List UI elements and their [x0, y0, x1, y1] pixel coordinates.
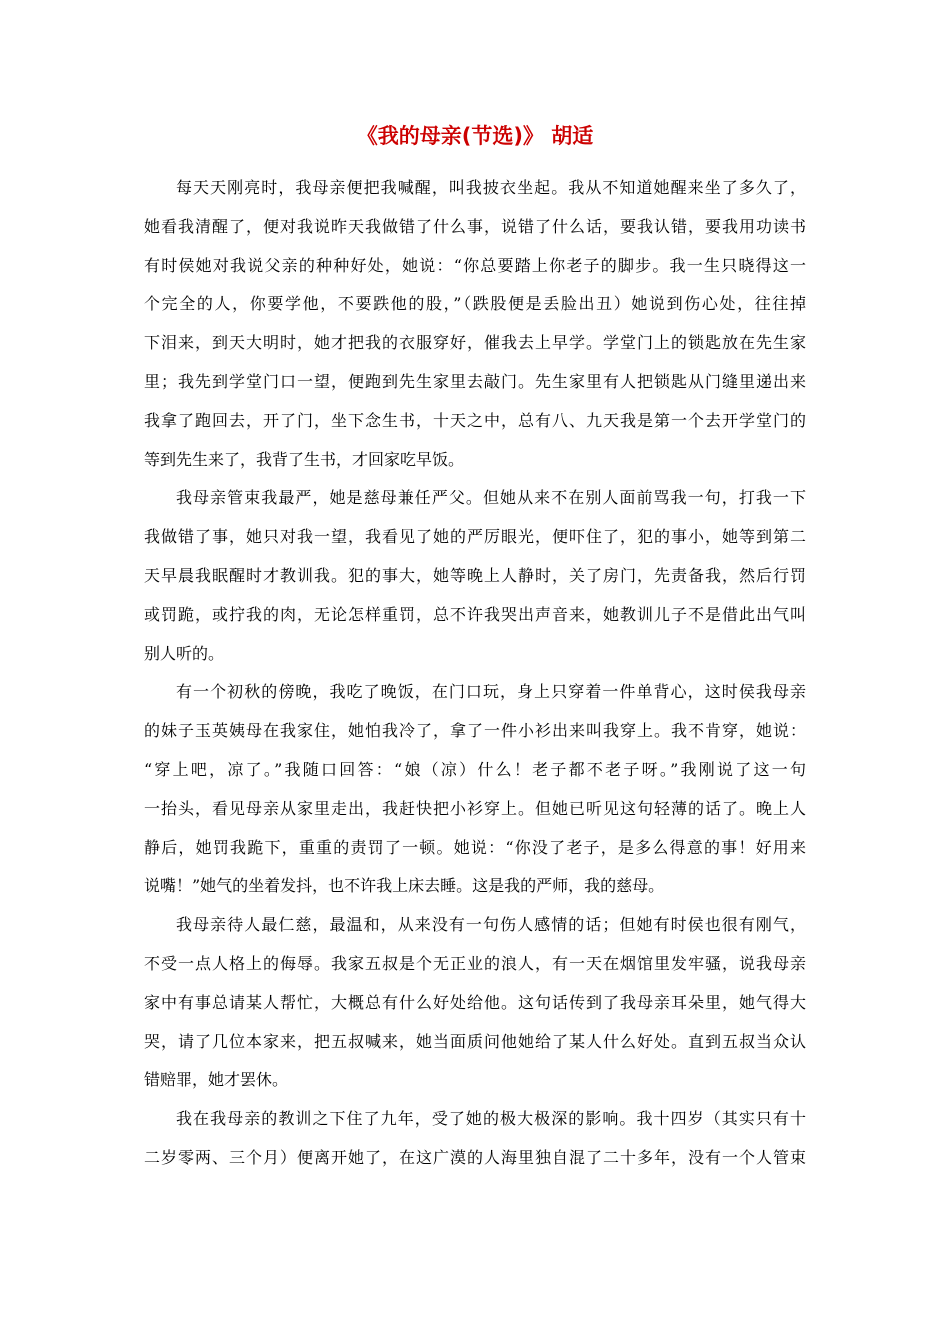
- text-line: 家中有事总请某人帮忙，大概总有什么好处给他。这句话传到了我母亲耳朵里，她气得大: [144, 992, 806, 1012]
- text-line: 不受一点人格上的侮辱。我家五叔是个无正业的浪人，有一天在烟馆里发牢骚，说我母亲: [144, 953, 806, 973]
- text-line: 个完全的人，你要学他，不要跌他的股，”（跌股便是丢脸出丑）她说到伤心处，往往掉: [144, 294, 806, 314]
- text-line: 我做错了事，她只对我一望，我看见了她的严厉眼光，便吓住了，犯的事小，她等到第二: [144, 527, 806, 547]
- text-line: 我拿了跑回去，开了门，坐下念生书，十天之中，总有八、九天我是第一个去开学堂门的: [144, 410, 806, 430]
- text-line: 二岁零两、三个月）便离开她了，在这广漠的人海里独自混了二十多年，没有一个人管束: [144, 1147, 806, 1167]
- text-line: 有时侯她对我说父亲的种种好处，她说：“你总要踏上你老子的脚步。我一生只晓得这一: [144, 255, 806, 275]
- text-line: 或罚跪，或拧我的肉，无论怎样重罚，总不许我哭出声音来，她教训儿子不是借此出气叫: [144, 604, 806, 624]
- text-line: 一抬头，看见母亲从家里走出，我赶快把小衫穿上。但她已听见这句轻薄的话了。晚上人: [144, 798, 806, 818]
- text-line: 里；我先到学堂门口一望，便跑到先生家里去敲门。先生家里有人把锁匙从门缝里递出来: [144, 371, 806, 391]
- text-line: 她看我清醒了，便对我说昨天我做错了什么事，说错了什么话，要我认错，要我用功读书: [144, 216, 806, 236]
- text-line: 的妹子玉英姨母在我家住，她怕我冷了，拿了一件小衫出来叫我穿上。我不肯穿，她说：: [144, 721, 806, 741]
- text-line: “穿上吧，凉了。”我随口回答：“娘（凉）什么！老子都不老子呀。”我刚说了这一句: [144, 759, 806, 779]
- text-line: 哭，请了几位本家来，把五叔喊来，她当面质问他她给了某人什么好处。直到五叔当众认: [144, 1031, 806, 1051]
- text-line: 天早晨我眠醒时才教训我。犯的事大，她等晚上人静时，关了房门，先责备我，然后行罚: [144, 565, 806, 585]
- text-line: 别人听的。: [144, 643, 225, 663]
- text-line: 说嘴！”她气的坐着发抖，也不许我上床去睡。这是我的严师，我的慈母。: [144, 876, 665, 896]
- document-body: [144, 169, 806, 1178]
- text-line: 下泪来，到天大明时，她才把我的衣服穿好，催我去上早学。学堂门上的锁匙放在先生家: [144, 333, 806, 353]
- text-line: 有一个初秋的傍晚，我吃了晚饭，在门口玩，身上只穿着一件单背心，这时侯我母亲: [176, 682, 806, 702]
- text-line: 我母亲管束我最严，她是慈母兼任严父。但她从来不在别人面前骂我一句，打我一下: [176, 488, 806, 508]
- text-line: 每天天刚亮时，我母亲便把我喊醒，叫我披衣坐起。我从不知道她醒来坐了多久了，: [176, 178, 806, 197]
- document-title: 《我的母亲(节选)》 胡适: [356, 124, 594, 148]
- text-line: 静后，她罚我跪下，重重的责罚了一顿。她说：“你没了老子，是多么得意的事！好用来: [144, 837, 806, 857]
- text-line: 我母亲待人最仁慈，最温和，从来没有一句伤人感情的话；但她有时侯也很有刚气，: [176, 915, 806, 935]
- text-line: 错赔罪，她才罢休。: [144, 1070, 289, 1090]
- text-line: 等到先生来了，我背了生书，才回家吃早饭。: [144, 449, 465, 469]
- text-line: 我在我母亲的教训之下住了九年，受了她的极大极深的影响。我十四岁（其实只有十: [176, 1109, 806, 1129]
